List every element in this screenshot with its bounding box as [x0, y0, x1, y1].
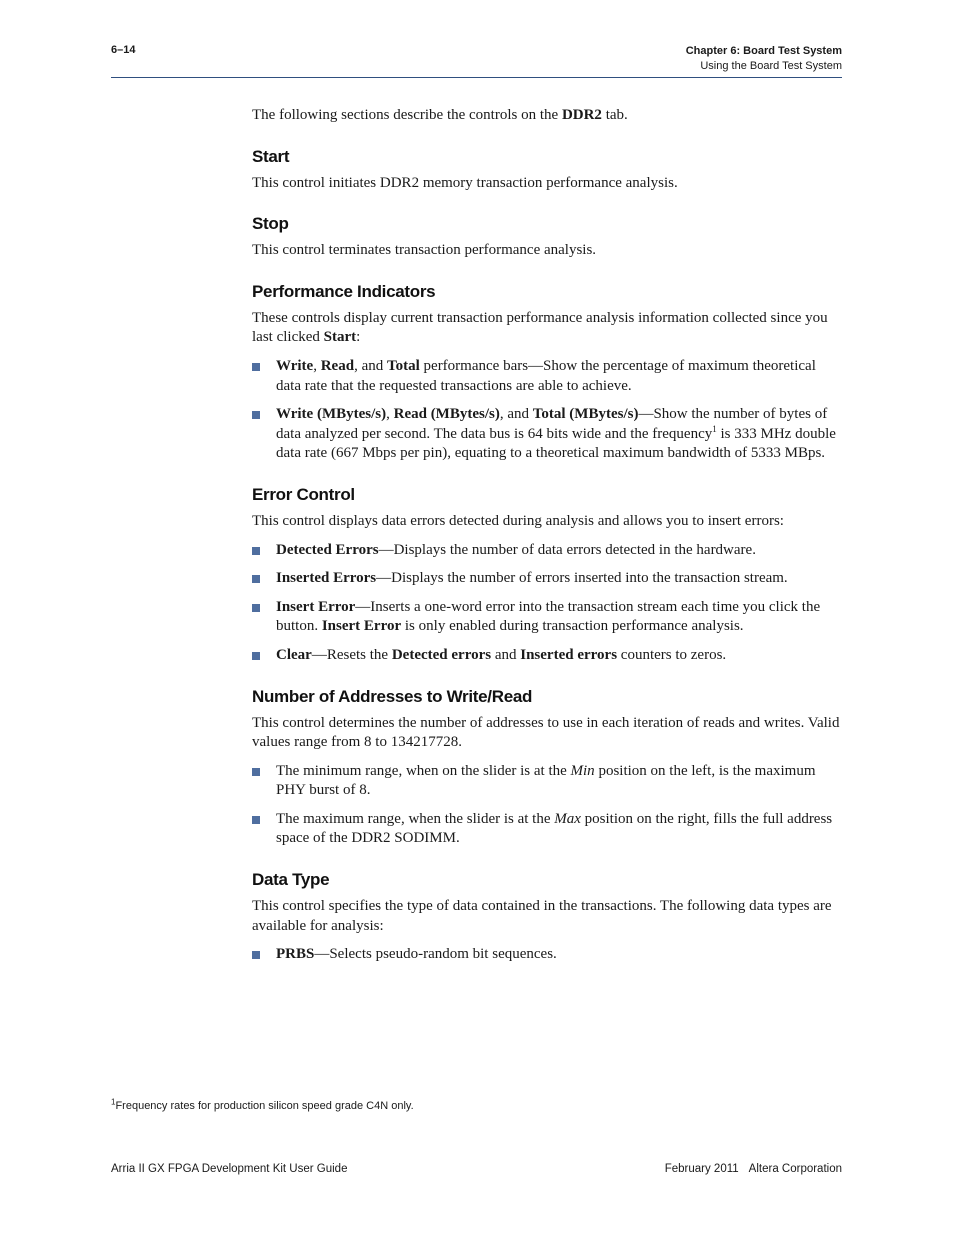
dtype-list — [252, 945, 844, 965]
list-item — [252, 569, 844, 589]
heading-data-type: Data Type — [252, 870, 330, 890]
heading-performance-indicators: Performance Indicators — [252, 281, 436, 301]
label-detected-errors: Detected Errors — [276, 541, 379, 558]
intro-ddr2-tab: DDR2 — [561, 107, 602, 123]
label-insert-error: Insert Error — [321, 618, 402, 635]
section-title: Using the Board Test System — [700, 60, 842, 72]
label-inserted-errors: Inserted Errors — [276, 570, 377, 587]
sep: , — [313, 357, 321, 374]
item-text: —Resets the — [311, 646, 392, 663]
list-item — [252, 945, 844, 965]
page-number: 6–14 — [111, 44, 136, 56]
item-text: position on the left, is the maximum PHY burst of 8. — [276, 762, 816, 799]
item-text: —Inserts a one-word error into the transaction stream each time you click the button. — [276, 598, 821, 635]
section-stop — [252, 213, 844, 261]
label-insert-error: Insert Error — [276, 598, 356, 615]
list-item — [252, 598, 844, 637]
footnote-text: Frequency rates for production silicon speed grade C4N only. — [115, 1100, 414, 1112]
page-header — [111, 42, 842, 76]
footnote — [111, 1097, 414, 1112]
dtype-body: This control specifies the type of data contained in the transactions. The following data types are available for analysis: — [252, 898, 832, 934]
publication-date: February 2011 — [664, 1163, 739, 1175]
stop-body: This control terminates transaction performance analysis. — [252, 242, 597, 259]
section-start — [252, 146, 844, 194]
list-item — [252, 810, 844, 849]
item-text: —Displays the number of errors inserted into the transaction stream. — [376, 570, 788, 587]
section-performance-indicators — [252, 281, 844, 464]
square-bullet-icon — [252, 604, 260, 612]
item-text: performance bars—Show the percentage of maximum theoretical data rate that the requested transactions are able to achieve. — [276, 357, 816, 394]
square-bullet-icon — [252, 575, 260, 583]
list-item — [252, 357, 844, 396]
perf-body-text: These controls display current transaction performance analysis information collected since you last clicked — [252, 309, 828, 346]
label-min: Min — [570, 762, 595, 779]
section-number-of-addresses — [252, 686, 844, 850]
perf-body — [252, 309, 844, 348]
section-data-type — [252, 869, 844, 965]
addr-body: This control determines the number of addresses to use in each iteration of reads and writes. Valid values range from 8 to 134217728. — [252, 714, 840, 751]
header-rule — [111, 77, 842, 78]
item-text: and — [491, 646, 521, 663]
heading-error-control: Error Control — [252, 484, 355, 504]
sep: , and — [499, 406, 533, 423]
label-read-mbytes: Read (MBytes/s) — [393, 406, 500, 423]
intro-text: The following sections describe the controls on the — [252, 107, 562, 123]
list-item — [252, 405, 844, 464]
footnote-mark: 1 — [111, 1097, 116, 1107]
intro-paragraph — [252, 106, 844, 126]
item-text: position on the right, fills the full address space of the DDR2 SODIMM. — [276, 810, 833, 847]
square-bullet-icon — [252, 816, 260, 824]
square-bullet-icon — [252, 547, 260, 555]
list-item — [252, 646, 844, 666]
label-max: Max — [554, 810, 581, 827]
label-total-mbytes: Total (MBytes/s) — [532, 406, 639, 423]
heading-number-of-addresses: Number of Addresses to Write/Read — [252, 686, 533, 706]
item-text: The maximum range, when the slider is at the — [276, 810, 555, 827]
label-write: Write — [276, 357, 314, 374]
label-write-mbytes: Write (MBytes/s) — [276, 406, 387, 423]
square-bullet-icon — [252, 411, 260, 419]
list-item — [252, 541, 844, 561]
sep: , and — [354, 357, 387, 374]
footnote-ref: 1 — [712, 423, 717, 434]
page-footer — [111, 1163, 842, 1179]
heading-start: Start — [252, 146, 290, 166]
item-text: —Selects pseudo-random bit sequences. — [314, 946, 557, 963]
item-text: is only enabled during transaction performance analysis. — [401, 618, 744, 635]
label-read: Read — [320, 357, 355, 374]
page-content — [252, 106, 844, 965]
company-name: Altera Corporation — [748, 1163, 842, 1175]
square-bullet-icon — [252, 951, 260, 959]
document-title: Arria II GX FPGA Development Kit User Guide — [111, 1163, 348, 1175]
perf-body-start: Start — [323, 329, 357, 346]
error-body: This control displays data errors detected during analysis and allows you to insert errors: — [252, 512, 784, 529]
square-bullet-icon — [252, 652, 260, 660]
label-prbs: PRBS — [276, 946, 315, 963]
sep: , — [386, 406, 394, 423]
chapter-title: Chapter 6: Board Test System — [685, 45, 842, 57]
list-item — [252, 762, 844, 801]
square-bullet-icon — [252, 363, 260, 371]
running-header — [686, 44, 842, 74]
addr-list — [252, 762, 844, 849]
label-clear: Clear — [276, 646, 312, 663]
error-list — [252, 541, 844, 666]
item-text: —Displays the number of data errors detected in the hardware. — [378, 541, 756, 558]
label-detected-errors: Detected errors — [391, 646, 492, 663]
label-total: Total — [386, 357, 420, 374]
square-bullet-icon — [252, 768, 260, 776]
label-inserted-errors: Inserted errors — [520, 646, 618, 663]
footer-right — [655, 1163, 842, 1175]
item-text: —Show the number of bytes of data analyzed per second. The data bus is 64 bits wide and the frequency — [276, 406, 828, 442]
item-text: The minimum range, when on the slider is at the — [276, 762, 571, 779]
start-body: This control initiates DDR2 memory transaction performance analysis. — [252, 174, 678, 191]
perf-body-colon: : — [356, 329, 361, 346]
heading-stop: Stop — [252, 214, 289, 234]
section-error-control — [252, 484, 844, 666]
intro-text-end: tab. — [601, 107, 628, 123]
item-text: is 333 MHz double data rate (667 Mbps per pin), equating to a theoretical maximum bandwidth of 5333 MBps. — [276, 425, 836, 462]
item-text: counters to zeros. — [617, 646, 727, 663]
perf-list — [252, 357, 844, 464]
